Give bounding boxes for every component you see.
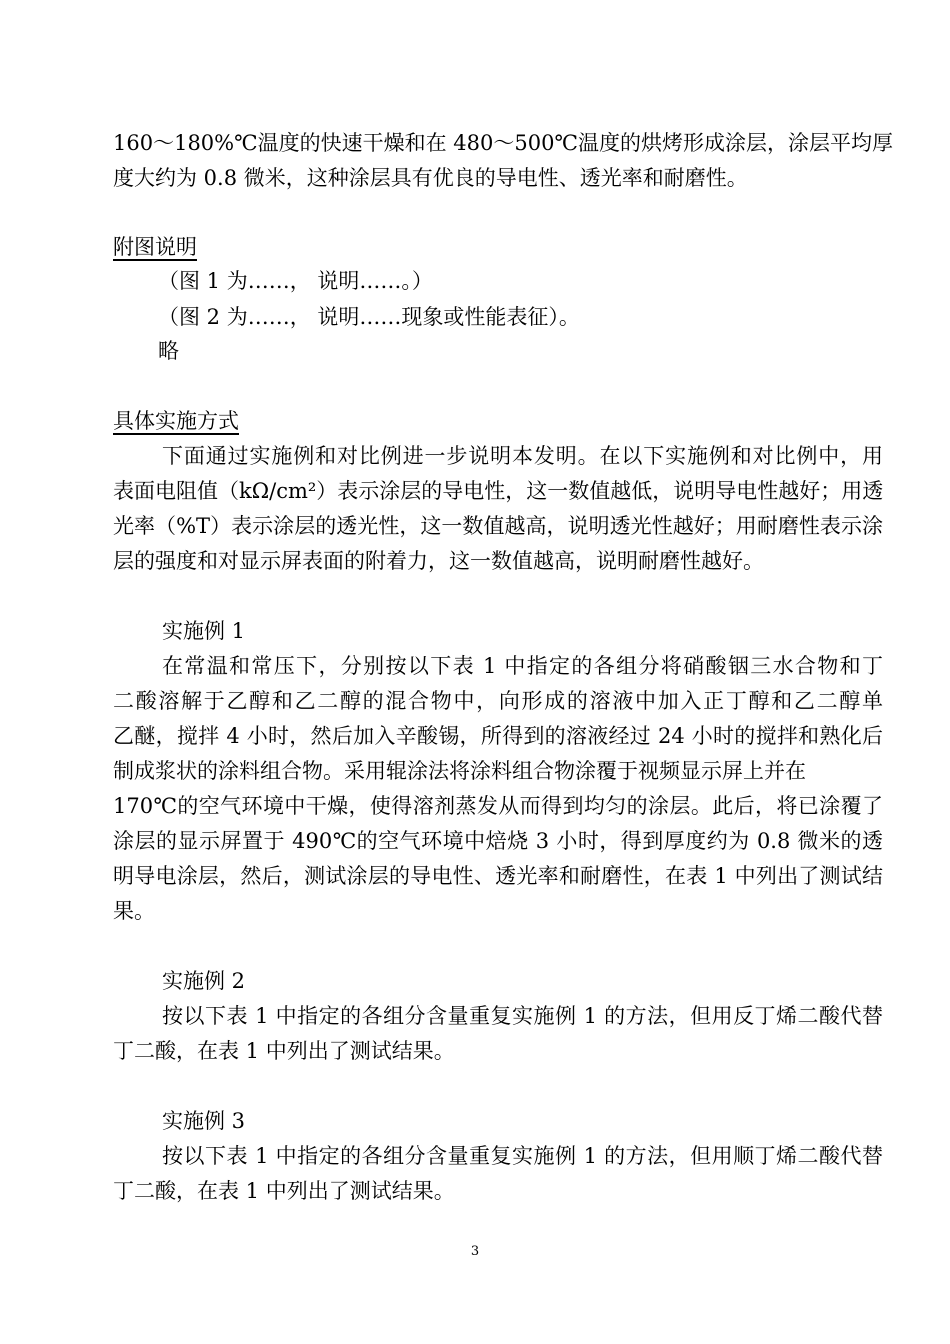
example-1-title: 实施例 1 bbox=[162, 619, 246, 643]
figure-1-note: （图 1 为……， 说明……。） bbox=[158, 269, 433, 293]
example-1-line-1: 在常温和常压下，分别按以下表 1 中指定的各组分将硝酸铟三水合物和丁 bbox=[162, 654, 883, 678]
example-1-line-7: 明导电涂层，然后，测试涂层的导电性、透光率和耐磨性，在表 1 中列出了测试结 bbox=[113, 864, 883, 888]
example-2-line-1: 按以下表 1 中指定的各组分含量重复实施例 1 的方法，但用反丁烯二酸代替 bbox=[162, 1004, 883, 1028]
example-1-line-3: 乙醚，搅拌 4 小时，然后加入辛酸锡，所得到的溶液经过 24 小时的搅拌和熟化后 bbox=[113, 724, 883, 748]
example-1-line-8: 果。 bbox=[113, 899, 155, 923]
example-3-line-2: 丁二酸，在表 1 中列出了测试结果。 bbox=[113, 1179, 455, 1203]
example-1-line-2: 二酸溶解于乙醇和乙二醇的混合物中，向形成的溶液中加入正丁醇和乙二醇单 bbox=[113, 689, 883, 713]
example-1-line-5: 170℃的空气环境中干燥，使得溶剂蒸发从而得到均匀的涂层。此后，将已涂覆了 bbox=[113, 794, 883, 818]
page-number: 3 bbox=[470, 1244, 480, 1259]
example-2-line-2: 丁二酸，在表 1 中列出了测试结果。 bbox=[113, 1039, 455, 1063]
example-3-title: 实施例 3 bbox=[162, 1109, 246, 1133]
embodiment-line-1: 下面通过实施例和对比例进一步说明本发明。在以下实施例和对比例中，用 bbox=[162, 444, 883, 468]
embodiment-line-3: 光率（%T）表示涂层的透光性，这一数值越高，说明透光性越好；用耐磨性表示涂 bbox=[113, 514, 883, 538]
example-3-line-1: 按以下表 1 中指定的各组分含量重复实施例 1 的方法，但用顺丁烯二酸代替 bbox=[162, 1144, 883, 1168]
example-2-title: 实施例 2 bbox=[162, 969, 246, 993]
embodiment-heading: 具体实施方式 bbox=[113, 409, 239, 433]
embodiment-line-4: 层的强度和对显示屏表面的附着力，这一数值越高，说明耐磨性越好。 bbox=[113, 549, 764, 573]
intro-line-2: 度大约为 0.8 微米，这种涂层具有优良的导电性、透光率和耐磨性。 bbox=[113, 166, 748, 190]
intro-line-1: 160～180%℃温度的快速干燥和在 480～500℃温度的烘烤形成涂层，涂层平均厚 bbox=[113, 131, 893, 155]
figures-omitted: 略 bbox=[158, 339, 179, 363]
figures-heading: 附图说明 bbox=[113, 235, 197, 259]
figure-2-note: （图 2 为……， 说明……现象或性能表征）。 bbox=[158, 305, 580, 329]
example-1-line-4: 制成浆状的涂料组合物。采用辊涂法将涂料组合物涂覆于视频显示屏上并在 bbox=[113, 759, 806, 783]
embodiment-line-2: 表面电阻值（kΩ/cm²）表示涂层的导电性，这一数值越低，说明导电性越好；用透 bbox=[113, 479, 884, 503]
example-1-line-6: 涂层的显示屏置于 490℃的空气环境中焙烧 3 小时，得到厚度约为 0.8 微米的透 bbox=[113, 829, 883, 853]
